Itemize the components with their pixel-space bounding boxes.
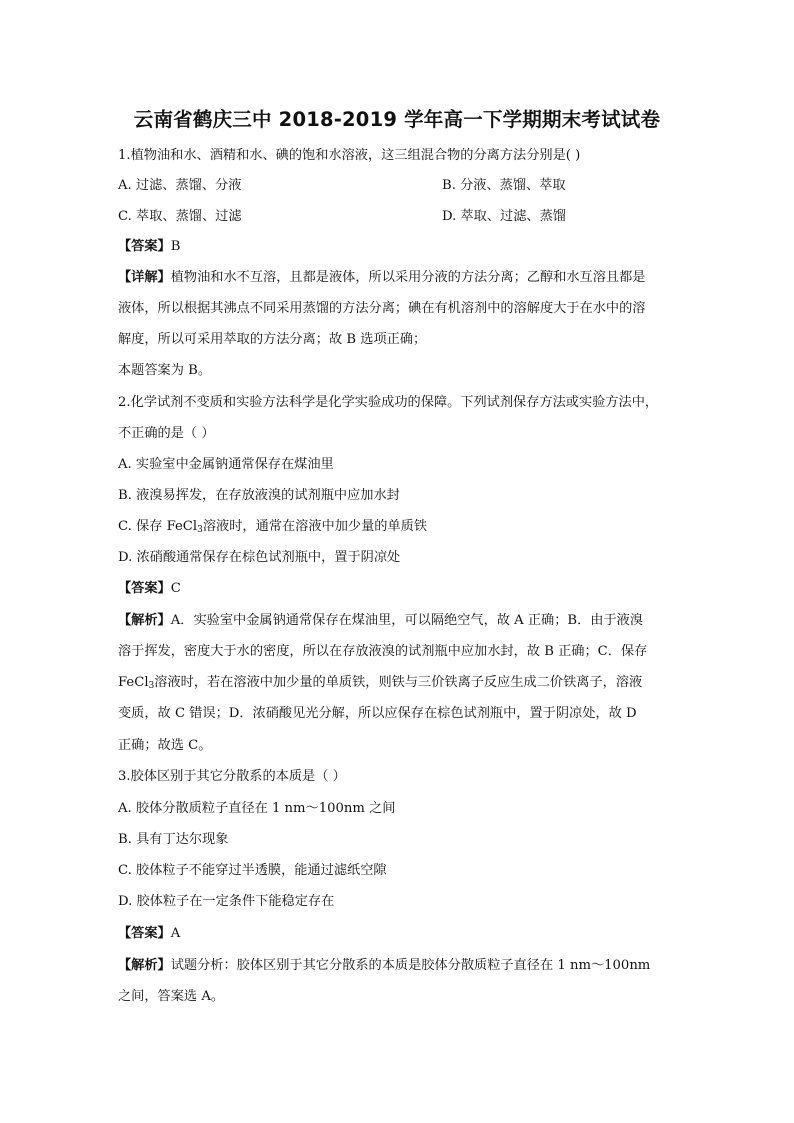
page-title: 云南省鹤庆三中 2018-2019 学年高一下学期期末考试试卷 <box>133 108 661 131</box>
explain-tag: 【详解】 <box>118 270 171 285</box>
answer-value: C <box>170 581 181 596</box>
q2-explain-line: 【解析】A．实验室中金属钠通常保存在煤油里，可以隔绝空气，故 A 正确；B．由于液溴 <box>118 613 644 628</box>
q1-option-c: C. 萃取、蒸馏、过滤 <box>118 209 242 224</box>
q1-option-b: B. 分液、蒸馏、萃取 <box>442 178 566 193</box>
explain-tag: 【解析】 <box>118 613 171 628</box>
q1-explain-line: 本题答案为 B。 <box>118 363 212 378</box>
q2-explain-line: 溶于挥发，密度大于水的密度，所以在存放液溴的试剂瓶中应加水封，故 B 正确；C．保存 <box>118 644 648 659</box>
q1-explain-line: 液体，所以根据其沸点不同采用蒸馏的方法分离；碘在有机溶剂中的溶解度大于在水中的溶 <box>118 301 646 316</box>
answer-value: B <box>170 239 181 254</box>
q1-explain-line: 解度，所以可采用萃取的方法分离；故 B 选项正确； <box>118 332 427 347</box>
question-1-stem: 1.植物油和水、酒精和水、碘的饱和水溶液，这三组混合物的分离方法分别是( ) <box>118 148 581 163</box>
q3-option-c: C. 胶体粒子不能穿过半透膜，能通过滤纸空隙 <box>118 863 387 878</box>
explain-tag: 【解析】 <box>118 958 171 973</box>
question-3-stem: 3.胶体区别于其它分散系的本质是（ ） <box>118 769 346 784</box>
question-2-stem: 2.化学试剂不变质和实验方法科学是化学实验成功的保障。下列试剂保存方法或实验方法中， <box>118 395 659 410</box>
q3-explain-line: 【解析】试题分析：胶体区别于其它分散系的本质是胶体分散质粒子直径在 1 nm～100nm <box>118 958 651 973</box>
q3-option-d: D. 胶体粒子在一定条件下能稳定存在 <box>118 894 335 909</box>
q2-explain-line: FeCl$_3$溶液时，若在溶液中加少量的单质铁，则铁与三价铁离子反应生成二价铁离子，溶液 <box>118 675 643 691</box>
q1-explain-line: 【详解】植物油和水不互溶，且都是液体，所以采用分液的方法分离；乙醇和水互溶且都是 <box>118 270 646 285</box>
q3-explain-line: 之间，答案选 A。 <box>118 989 225 1004</box>
question-2-stem: 不正确的是（ ） <box>118 426 215 441</box>
answer-tag: 【答案】 <box>118 581 171 596</box>
q3-answer <box>118 925 688 943</box>
answer-tag: 【答案】 <box>118 239 171 254</box>
q2-explain-line: 变质，故 C 错误；D．浓硝酸见光分解，所以应保存在棕色试剂瓶中，置于阴凉处，故 D <box>118 706 637 721</box>
q1-option-d: D. 萃取、过滤、蒸馏 <box>442 209 566 224</box>
q3-option-a: A. 胶体分散质粒子直径在 1 nm～100nm 之间 <box>118 801 396 816</box>
q2-option-b: B. 液溴易挥发，在存放液溴的试剂瓶中应加水封 <box>118 488 400 503</box>
q2-explain-line: 正确；故选 C。 <box>118 738 212 753</box>
q1-option-a: A. 过滤、蒸馏、分液 <box>118 178 242 193</box>
answer-value: A <box>170 926 181 941</box>
q2-option-a: A. 实验室中金属钠通常保存在煤油里 <box>118 457 334 472</box>
answer-tag: 【答案】 <box>118 926 171 941</box>
q2-answer <box>118 580 688 598</box>
q2-option-d: D. 浓硝酸通常保存在棕色试剂瓶中，置于阴凉处 <box>118 550 401 565</box>
q3-option-b: B. 具有丁达尔现象 <box>118 832 229 847</box>
q2-option-c: C. 保存 FeCl$_3$溶液时，通常在溶液中加少量的单质铁 <box>118 519 428 535</box>
q1-answer <box>118 238 688 256</box>
